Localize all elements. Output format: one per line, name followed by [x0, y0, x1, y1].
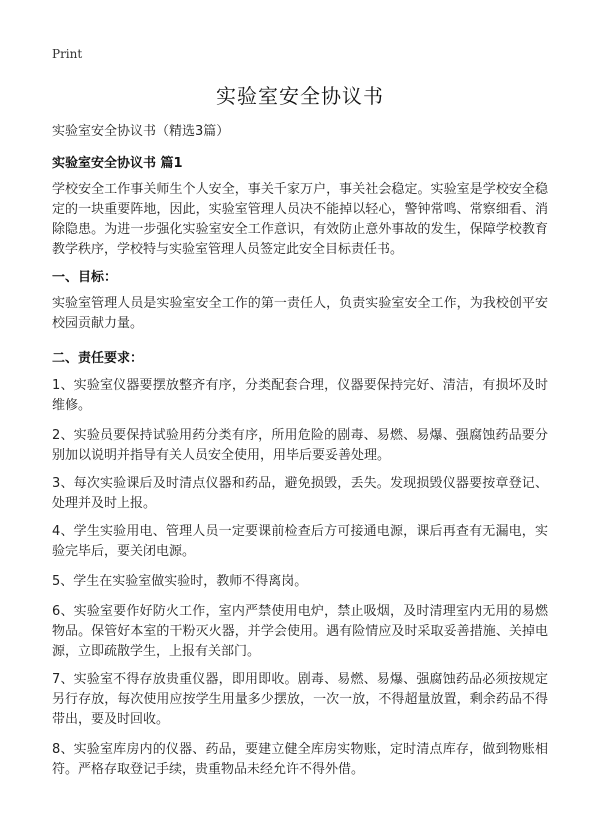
intro-paragraph: 学校安全工作事关师生个人安全，事关千家万户，事关社会稳定。实验室是学校安全稳定的一块重要阵地，因此，实验室管理人员决不能掉以轻心，警钟常鸣、常察细看、消除隐患。为进一步强化实验室安全工作意识，有效防止意外事故的发生，保障学校教育教学秩序，学校特与实验室管理人员签定此安全目标责任书。: [52, 182, 548, 257]
requirement-item-6: 6、实验室要作好防火工作，室内严禁使用电炉，禁止吸烟，及时清理室内无用的易燃物品。保管好本室的干粉灭火器，并学会使用。遇有险情应及时采取妥善措施、关掉电源，立即疏散学生，上报有关部门。: [52, 604, 548, 659]
requirements-heading: 二、责任要求：: [52, 351, 144, 366]
requirement-item-3: 3、每次实验课后及时清点仪器和药品，避免损毁，丢失。发现损毁仪器要按章登记、处理并及时上报。: [52, 476, 548, 511]
document-subtitle: 实验室安全协议书（精选3篇）: [52, 124, 230, 139]
requirement-item-1: 1、实验室仪器要摆放整齐有序，分类配套合理，仪器要保持完好、清洁，有损坏及时维修。: [52, 378, 548, 413]
requirement-item-7: 7、实验室不得存放贵重仪器，即用即收。剧毒、易燃、易爆、强腐蚀药品必须按规定另行存放，每次使用应按学生用量多少摆放，一次一放，不得超量放置，剩余药品不得带出，要及时回收。: [52, 672, 548, 727]
goal-heading: 一、目标：: [52, 270, 118, 285]
requirement-item-8: 8、实验室库房内的仪器、药品，要建立健全库房实物账，定时清点库存，做到物账相符。严格存取登记手续，贵重物品未经允许不得外借。: [52, 742, 548, 777]
article-heading: 实验室安全协议书 篇1: [52, 156, 183, 171]
requirement-item-5: 5、学生在实验室做实验时，教师不得离岗。: [52, 574, 308, 589]
requirement-item-2: 2、实验员要保持试验用药分类有序，所用危险的剧毒、易燃、易爆、强腐蚀药品要分别加以说明并指导有关人员安全使用，用毕后要妥善处理。: [52, 428, 548, 463]
page-title: 实验室安全协议书: [216, 84, 384, 108]
requirement-item-4: 4、学生实验用电、管理人员一定要课前检查后方可接通电源，课后再查有无漏电，实验完毕后，要关闭电源。: [52, 524, 548, 559]
print-link[interactable]: Print: [52, 47, 83, 61]
goal-paragraph: 实验室管理人员是实验室安全工作的第一责任人，负责实验室安全工作，为我校创平安校园贡献力量。: [52, 296, 548, 331]
